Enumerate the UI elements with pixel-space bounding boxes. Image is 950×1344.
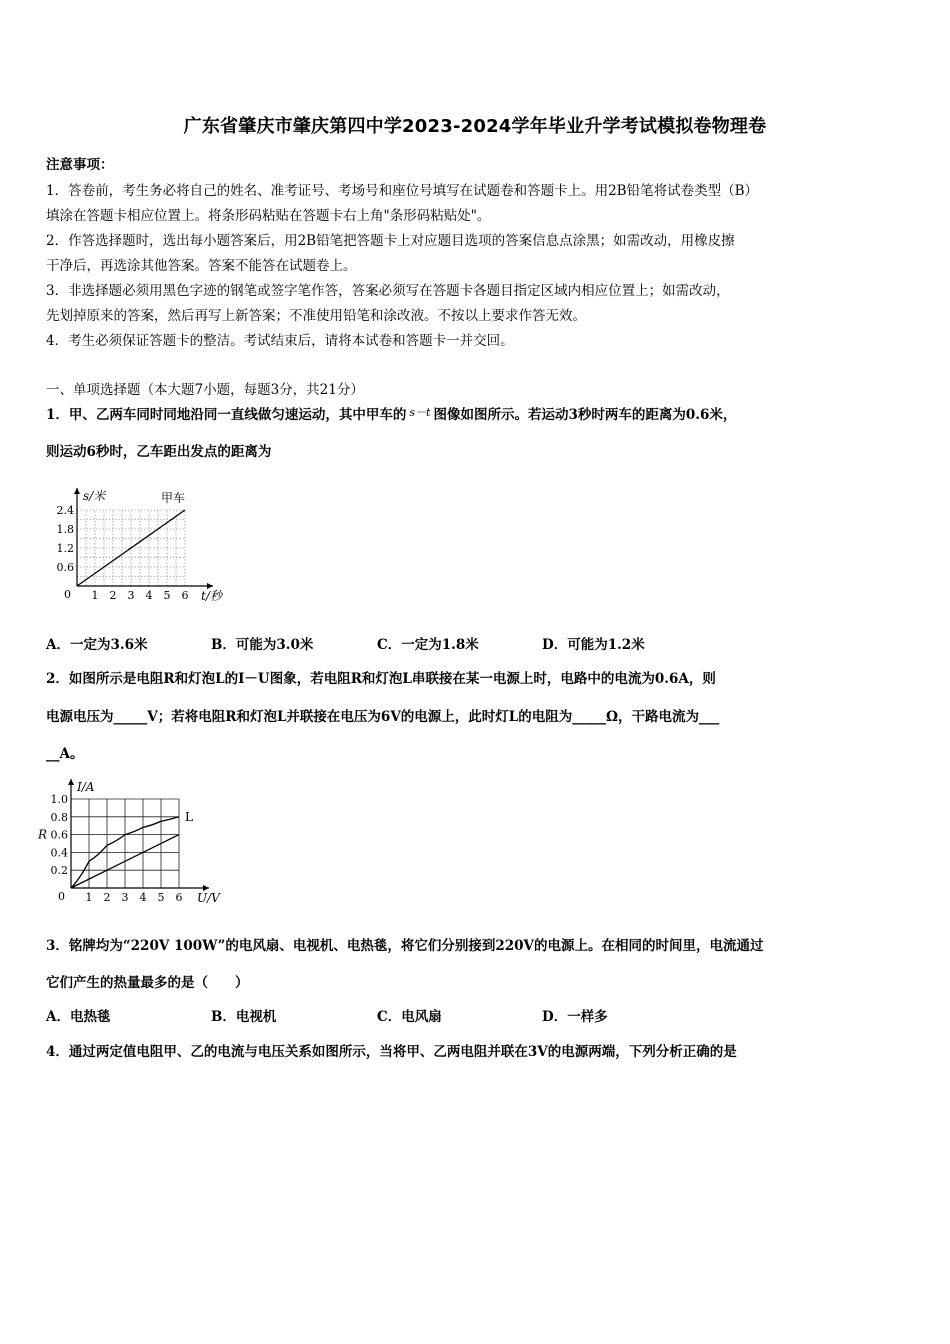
q1-choice-c[interactable]: C．一定为1.8米 bbox=[377, 637, 479, 653]
q1-line2: 则运动6秒时，乙车距出发点的距离为 bbox=[46, 444, 272, 460]
series-label: 甲车 bbox=[161, 491, 186, 505]
x-tick-label: 2 bbox=[103, 891, 111, 904]
x-tick-label: 5 bbox=[157, 891, 165, 904]
st-graph bbox=[50, 474, 250, 614]
x-tick-label: 6 bbox=[175, 891, 183, 904]
y-tick-label: 0.4 bbox=[50, 846, 68, 860]
y-axis-label: s/米 bbox=[83, 489, 106, 503]
q1-choice-b[interactable]: B．可能为3.0米 bbox=[211, 637, 314, 653]
y-tick-label: 1.2 bbox=[56, 542, 74, 555]
x-axis-label: U/V bbox=[197, 891, 220, 905]
q3-line2: 它们产生的热量最多的是（ ） bbox=[46, 975, 249, 991]
y-tick-label: 1.0 bbox=[50, 793, 68, 806]
y-tick-label: 0.6 bbox=[50, 828, 68, 842]
q1-choice-a[interactable]: A．一定为3.6米 bbox=[46, 637, 148, 653]
x-axis-label: t/秒 bbox=[201, 589, 222, 603]
y-tick-label: 0.8 bbox=[50, 810, 68, 824]
origin-label: 0 bbox=[58, 890, 65, 903]
q1-choice-d[interactable]: D．可能为1.2米 bbox=[542, 637, 645, 653]
q1-text-b: 图像如图所示。若运动3秒时两车的距离为0.6米， bbox=[433, 407, 737, 423]
y-axis-arrow-icon bbox=[68, 779, 74, 785]
q3-choice-d[interactable]: D．一样多 bbox=[542, 1009, 608, 1025]
x-tick-label: 5 bbox=[163, 589, 171, 602]
y-tick-label: 0.6 bbox=[56, 561, 74, 574]
y-tick-label: 2.4 bbox=[56, 504, 74, 517]
notice-line: 干净后，再选涂其他答案。答案不能答在试题卷上。 bbox=[46, 258, 357, 274]
q2-line3: __A。 bbox=[46, 746, 84, 762]
notice-line: 填涂在答题卡相应位置上。将条形码粘贴在答题卡右上角"条形码粘贴处"。 bbox=[46, 208, 491, 224]
q3-choice-a[interactable]: A．电热毯 bbox=[46, 1009, 111, 1025]
series-label: L bbox=[185, 809, 193, 824]
q1-st-symbol: s－t bbox=[409, 406, 431, 419]
q2-line1: 2．如图所示是电阻R和灯泡L的I－U图象，若电阻R和灯泡L串联接在某一电源上时，电路中的电流为0.6A，则 bbox=[46, 671, 716, 687]
notice-line: 1．答卷前，考生务必将自己的姓名、准考证号、考场号和座位号填写在试题卷和答题卡上。用2B铅笔将试卷类型（B） bbox=[46, 183, 759, 199]
y-axis-label: I/A bbox=[77, 780, 95, 794]
q2-line2: 电源电压为_____V；若将电阻R和灯泡L并联接在电压为6V的电源上，此时灯L的电阻为_____Ω，干路电流为___ bbox=[46, 709, 720, 725]
x-tick-label: 1 bbox=[91, 589, 99, 602]
q1-line1 bbox=[46, 403, 736, 423]
q1-text: 1．甲、乙两车同时同地沿同一直线做匀速运动，其中甲车的 bbox=[46, 407, 407, 423]
q4-line1: 4．通过两定值电阻甲、乙的电流与电压关系如图所示，当将甲、乙两电阻并联在3V的电源两端，下列分析正确的是 bbox=[46, 1044, 737, 1060]
y-tick-label: 0.2 bbox=[50, 864, 68, 878]
iu-graph bbox=[38, 770, 238, 912]
origin-label: 0 bbox=[64, 588, 71, 601]
x-tick-label: 6 bbox=[181, 589, 189, 602]
notice-line: 2．作答选择题时，选出每小题答案后，用2B铅笔把答题卡上对应题目选项的答案信息点涂黑；如需改动，用橡皮擦 bbox=[46, 233, 735, 249]
y-axis-arrow-icon bbox=[74, 488, 80, 494]
q3-choice-c[interactable]: C．电风扇 bbox=[377, 1009, 442, 1025]
q3-line1: 3．铭牌均为“220V 100W”的电风扇、电视机、电热毯，将它们分别接到220V的电源上。在相同的时间里，电流通过 bbox=[46, 938, 764, 954]
series-label: R bbox=[38, 827, 48, 842]
notice-heading: 注意事项： bbox=[46, 157, 114, 173]
y-tick-label: 1.8 bbox=[56, 523, 74, 536]
x-tick-label: 3 bbox=[121, 891, 129, 904]
x-tick-label: 4 bbox=[139, 891, 147, 904]
x-tick-label: 3 bbox=[127, 589, 135, 602]
notice-line: 先划掉原来的答案，然后再写上新答案；不准使用铅笔和涂改液。不按以上要求作答无效。 bbox=[46, 308, 586, 324]
x-tick-label: 1 bbox=[85, 891, 93, 904]
exam-title: 广东省肇庆市肇庆第四中学2023-2024学年毕业升学考试模拟卷物理卷 bbox=[183, 116, 767, 137]
x-tick-label: 2 bbox=[109, 589, 117, 602]
q3-choice-b[interactable]: B．电视机 bbox=[211, 1009, 277, 1025]
notice-line: 3．非选择题必须用黑色字迹的钢笔或签字笔作答，答案必须写在答题卡各题目指定区域内相应位置上；如需改动， bbox=[46, 283, 730, 299]
section-heading: 一、单项选择题（本大题7小题，每题3分，共21分） bbox=[46, 382, 364, 398]
x-tick-label: 4 bbox=[145, 589, 153, 602]
notice-line: 4．考生必须保证答题卡的整洁。考试结束后，请将本试卷和答题卡一并交回。 bbox=[46, 333, 514, 349]
